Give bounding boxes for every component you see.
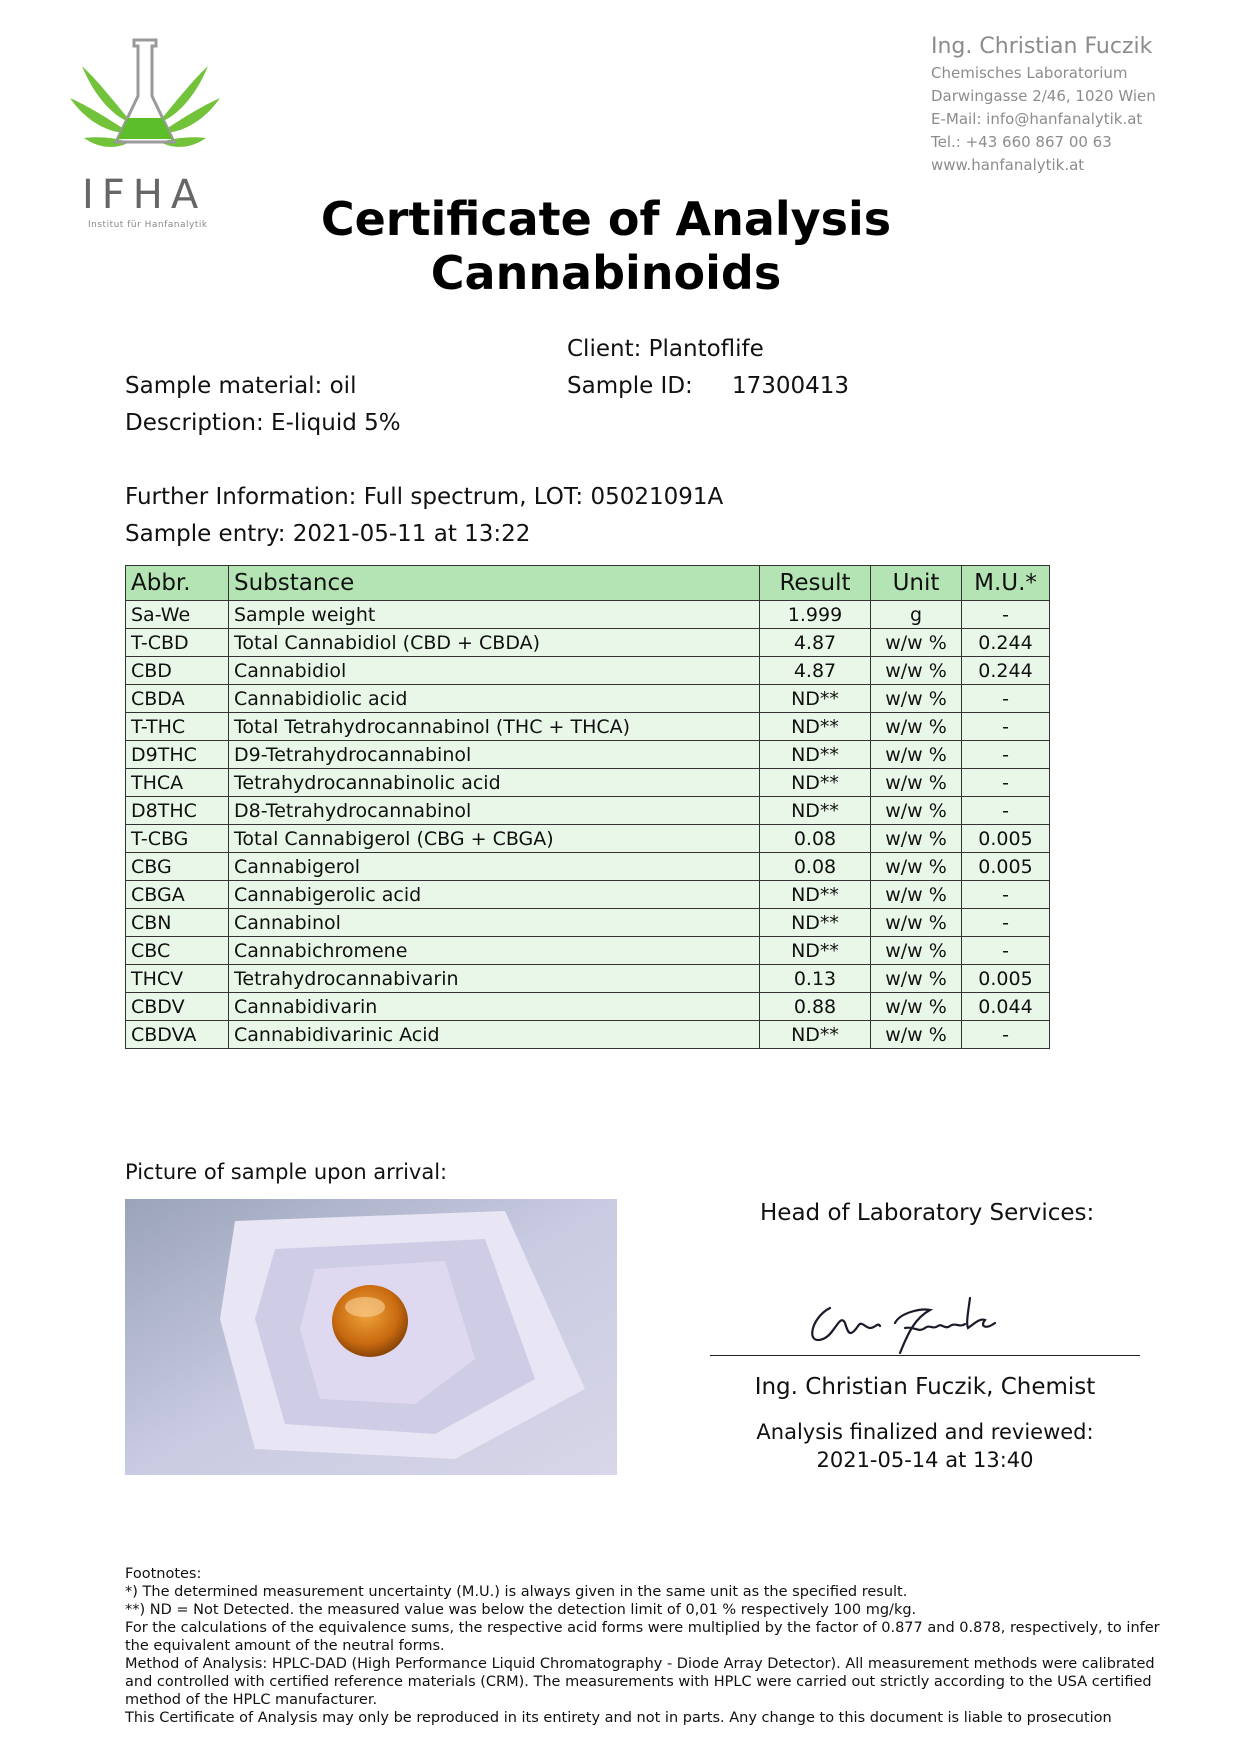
table-row <box>126 601 1050 629</box>
picture-label: Picture of sample upon arrival: <box>125 1160 448 1184</box>
cell-result: 1.999 <box>760 601 871 629</box>
chemist-name: Ing. Christian Fuczik, Chemist <box>754 1374 1096 1400</box>
flask-icon <box>116 40 174 142</box>
cell-substance: Total Cannabidiol (CBD + CBDA) <box>229 629 760 657</box>
signature-line <box>710 1355 1140 1356</box>
cell-abbr: T-THC <box>126 713 229 741</box>
cell-mu: - <box>962 769 1050 797</box>
cell-mu: - <box>962 881 1050 909</box>
cell-unit: w/w % <box>871 1021 962 1049</box>
results-table <box>125 565 1050 1049</box>
table-row <box>126 1021 1050 1049</box>
cell-unit: w/w % <box>871 685 962 713</box>
col-result: Result <box>760 566 871 601</box>
footnote-5: This Certificate of Analysis may only be reproduced in its entirety and not in parts. Any change to this document is liable to prosecution <box>125 1710 1112 1726</box>
cell-unit: w/w % <box>871 713 962 741</box>
cell-mu: 0.244 <box>962 629 1050 657</box>
cell-substance: Cannabidivarin <box>229 993 760 1021</box>
client: Client: Plantoflife <box>567 336 764 362</box>
cell-mu: - <box>962 601 1050 629</box>
cell-mu: - <box>962 937 1050 965</box>
table-row <box>126 713 1050 741</box>
table-row <box>126 909 1050 937</box>
table-header-row <box>126 566 1050 601</box>
sample-id-label: Sample ID: <box>567 373 693 399</box>
finalized-date: 2021-05-14 at 13:40 <box>816 1448 1034 1472</box>
title-line-1: Certificate of Analysis <box>320 192 892 246</box>
cell-substance: Cannabinol <box>229 909 760 937</box>
footnotes <box>125 1565 1165 1727</box>
lab-phone: Tel.: +43 660 867 00 63 <box>931 133 1112 151</box>
signature <box>800 1278 1030 1358</box>
cell-result: 0.08 <box>760 825 871 853</box>
cell-unit: w/w % <box>871 769 962 797</box>
cell-substance: Sample weight <box>229 601 760 629</box>
cell-mu: - <box>962 741 1050 769</box>
cell-result: ND** <box>760 685 871 713</box>
cell-mu: 0.005 <box>962 965 1050 993</box>
cell-result: 0.88 <box>760 993 871 1021</box>
cell-abbr: CBC <box>126 937 229 965</box>
cell-result: ND** <box>760 1021 871 1049</box>
footnote-4: Method of Analysis: HPLC-DAD (High Performance Liquid Chromatography - Diode Array Detector). All measurement methods were calibrated and controlled with certified reference materials (CRM). The measurements with HPLC were carried out strictly according to the USA certified method of the HPLC manufacturer. <box>125 1656 1155 1708</box>
cell-unit: w/w % <box>871 937 962 965</box>
table-row <box>126 881 1050 909</box>
table-row <box>126 853 1050 881</box>
cell-unit: w/w % <box>871 741 962 769</box>
head-of-lab-heading: Head of Laboratory Services: <box>760 1200 1095 1226</box>
cell-result: ND** <box>760 797 871 825</box>
cell-result: ND** <box>760 741 871 769</box>
sample-photo <box>125 1199 617 1475</box>
sample-id: 17300413 <box>732 373 850 399</box>
lab-website: www.hanfanalytik.at <box>931 156 1085 174</box>
cell-mu: 0.005 <box>962 825 1050 853</box>
lab-name: Ing. Christian Fuczik <box>931 34 1153 59</box>
cell-unit: w/w % <box>871 965 962 993</box>
cell-abbr: THCA <box>126 769 229 797</box>
cell-result: ND** <box>760 769 871 797</box>
table-row <box>126 937 1050 965</box>
cell-abbr: CBDA <box>126 685 229 713</box>
cell-result: 4.87 <box>760 657 871 685</box>
table-row <box>126 685 1050 713</box>
cell-result: 0.08 <box>760 853 871 881</box>
cell-substance: Cannabigerolic acid <box>229 881 760 909</box>
cell-substance: Cannabichromene <box>229 937 760 965</box>
cell-result: ND** <box>760 713 871 741</box>
cell-abbr: CBG <box>126 853 229 881</box>
footnote-2: **) ND = Not Detected. the measured value was below the detection limit of 0,01 % respectively 100 mg/kg. <box>125 1602 917 1618</box>
cell-mu: 0.005 <box>962 853 1050 881</box>
lab-address <box>931 32 1156 177</box>
footnote-3: For the calculations of the equivalence sums, the respective acid forms were multiplied by the factor of 0.877 and 0.878, respectively, to infer the equivalent amount of the neutral forms. <box>125 1620 1160 1654</box>
table-row <box>126 769 1050 797</box>
col-abbr: Abbr. <box>126 566 229 601</box>
further-information: Further Information: Full spectrum, LOT: 05021091A <box>125 484 724 510</box>
cell-unit: w/w % <box>871 853 962 881</box>
cell-mu: - <box>962 1021 1050 1049</box>
cell-substance: Cannabigerol <box>229 853 760 881</box>
logo-text: IFHA <box>82 172 207 218</box>
lab-line-1: Chemisches Laboratorium <box>931 64 1128 82</box>
cell-abbr: T-CBG <box>126 825 229 853</box>
title-line-2: Cannabinoids <box>430 246 782 300</box>
cell-abbr: T-CBD <box>126 629 229 657</box>
table-row <box>126 741 1050 769</box>
footnotes-title: Footnotes: <box>125 1566 202 1582</box>
cell-mu: - <box>962 797 1050 825</box>
cell-substance: D9-Tetrahydrocannabinol <box>229 741 760 769</box>
cell-unit: w/w % <box>871 657 962 685</box>
cell-substance: Total Cannabigerol (CBG + CBGA) <box>229 825 760 853</box>
cell-mu: - <box>962 713 1050 741</box>
cell-mu: 0.044 <box>962 993 1050 1021</box>
lab-line-2: Darwingasse 2/46, 1020 Wien <box>931 87 1156 105</box>
cell-result: 4.87 <box>760 629 871 657</box>
footnote-1: *) The determined measurement uncertainty (M.U.) is always given in the same unit as the specified result. <box>125 1584 908 1600</box>
cell-abbr: Sa-We <box>126 601 229 629</box>
description: Description: E-liquid 5% <box>125 410 401 436</box>
col-unit: Unit <box>871 566 962 601</box>
cell-result: 0.13 <box>760 965 871 993</box>
lab-email: E-Mail: info@hanfanalytik.at <box>931 110 1143 128</box>
cell-unit: w/w % <box>871 993 962 1021</box>
cell-unit: w/w % <box>871 797 962 825</box>
cell-substance: Cannabidivarinic Acid <box>229 1021 760 1049</box>
cell-substance: Cannabidiolic acid <box>229 685 760 713</box>
table-row <box>126 965 1050 993</box>
sample-entry: Sample entry: 2021-05-11 at 13:22 <box>125 521 531 547</box>
cell-abbr: D8THC <box>126 797 229 825</box>
cell-result: ND** <box>760 937 871 965</box>
cell-result: ND** <box>760 909 871 937</box>
cell-abbr: CBN <box>126 909 229 937</box>
table-row <box>126 629 1050 657</box>
cell-mu: - <box>962 909 1050 937</box>
cell-result: ND** <box>760 881 871 909</box>
cell-substance: Total Tetrahydrocannabinol (THC + THCA) <box>229 713 760 741</box>
table-row <box>126 657 1050 685</box>
finalized-block <box>700 1418 1150 1474</box>
table-row <box>126 797 1050 825</box>
cell-abbr: CBDV <box>126 993 229 1021</box>
document-title <box>300 192 912 300</box>
cell-unit: w/w % <box>871 825 962 853</box>
col-mu: M.U.* <box>962 566 1050 601</box>
table-row <box>126 825 1050 853</box>
cell-substance: Cannabidiol <box>229 657 760 685</box>
cell-abbr: CBD <box>126 657 229 685</box>
cell-abbr: CBGA <box>126 881 229 909</box>
cell-abbr: THCV <box>126 965 229 993</box>
cell-substance: Tetrahydrocannabivarin <box>229 965 760 993</box>
cell-unit: g <box>871 601 962 629</box>
cell-unit: w/w % <box>871 881 962 909</box>
cell-abbr: CBDVA <box>126 1021 229 1049</box>
cell-mu: - <box>962 685 1050 713</box>
finalized-label: Analysis finalized and reviewed: <box>756 1420 1094 1444</box>
cell-unit: w/w % <box>871 909 962 937</box>
sample-material: Sample material: oil <box>125 373 357 399</box>
cell-unit: w/w % <box>871 629 962 657</box>
cell-substance: D8-Tetrahydrocannabinol <box>229 797 760 825</box>
table-row <box>126 993 1050 1021</box>
logo-subtitle: Institut für Hanfanalytik <box>88 220 208 230</box>
col-substance: Substance <box>229 566 760 601</box>
cell-mu: 0.244 <box>962 657 1050 685</box>
cell-abbr: D9THC <box>126 741 229 769</box>
cell-substance: Tetrahydrocannabinolic acid <box>229 769 760 797</box>
